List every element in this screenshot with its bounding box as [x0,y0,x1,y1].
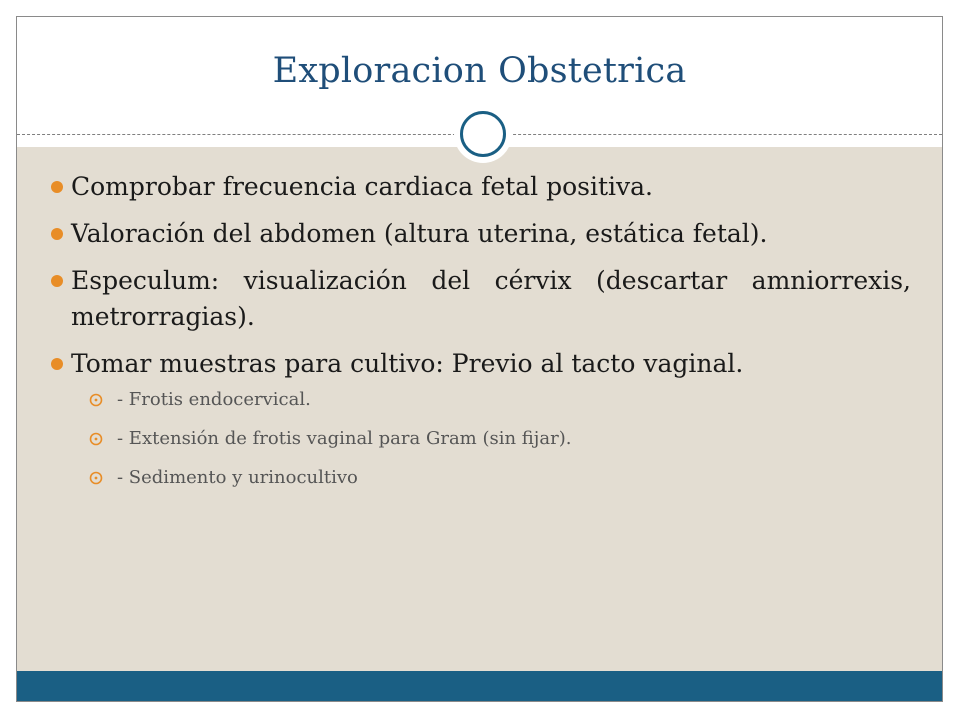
bullet-dot-icon [51,275,63,287]
bullet-item [51,346,911,492]
sub-bullet-text: - Sedimento y urinocultivo [117,467,358,488]
slide-title: Exploracion Obstetrica [272,51,687,91]
divider-circle-icon [454,105,512,163]
bullet-dot-icon [51,358,63,370]
sub-bullet-item [87,386,911,414]
bullet-dot-icon [51,181,63,193]
sub-bullet-text: - Extensión de frotis vaginal para Gram (sin fijar). [117,428,572,449]
bullet-text: Tomar muestras para cultivo: Previo al tacto vaginal. [71,349,744,378]
sub-bullet-text: - Frotis endocervical. [117,389,311,410]
slide [16,16,943,702]
bullet-dot-icon [51,228,63,240]
hollow-diamond-bullet-icon [89,471,103,485]
footer-accent-bar [17,671,942,702]
sub-bullet-item [87,425,911,453]
bullet-item [51,169,911,205]
bullet-text: Comprobar frecuencia cardiaca fetal positiva. [71,172,653,201]
bullet-text: Especulum: visualización del cérvix (descartar amniorrexis, metrorragias). [71,266,911,331]
circle-ring-icon [460,111,506,157]
bullet-list [51,169,911,503]
bullet-item [51,216,911,252]
hollow-diamond-bullet-icon [89,432,103,446]
hollow-diamond-bullet-icon [89,393,103,407]
sub-bullet-item [87,464,911,492]
sub-bullet-list [71,386,911,492]
bullet-item [51,263,911,335]
bullet-text: Valoración del abdomen (altura uterina, estática fetal). [71,219,768,248]
